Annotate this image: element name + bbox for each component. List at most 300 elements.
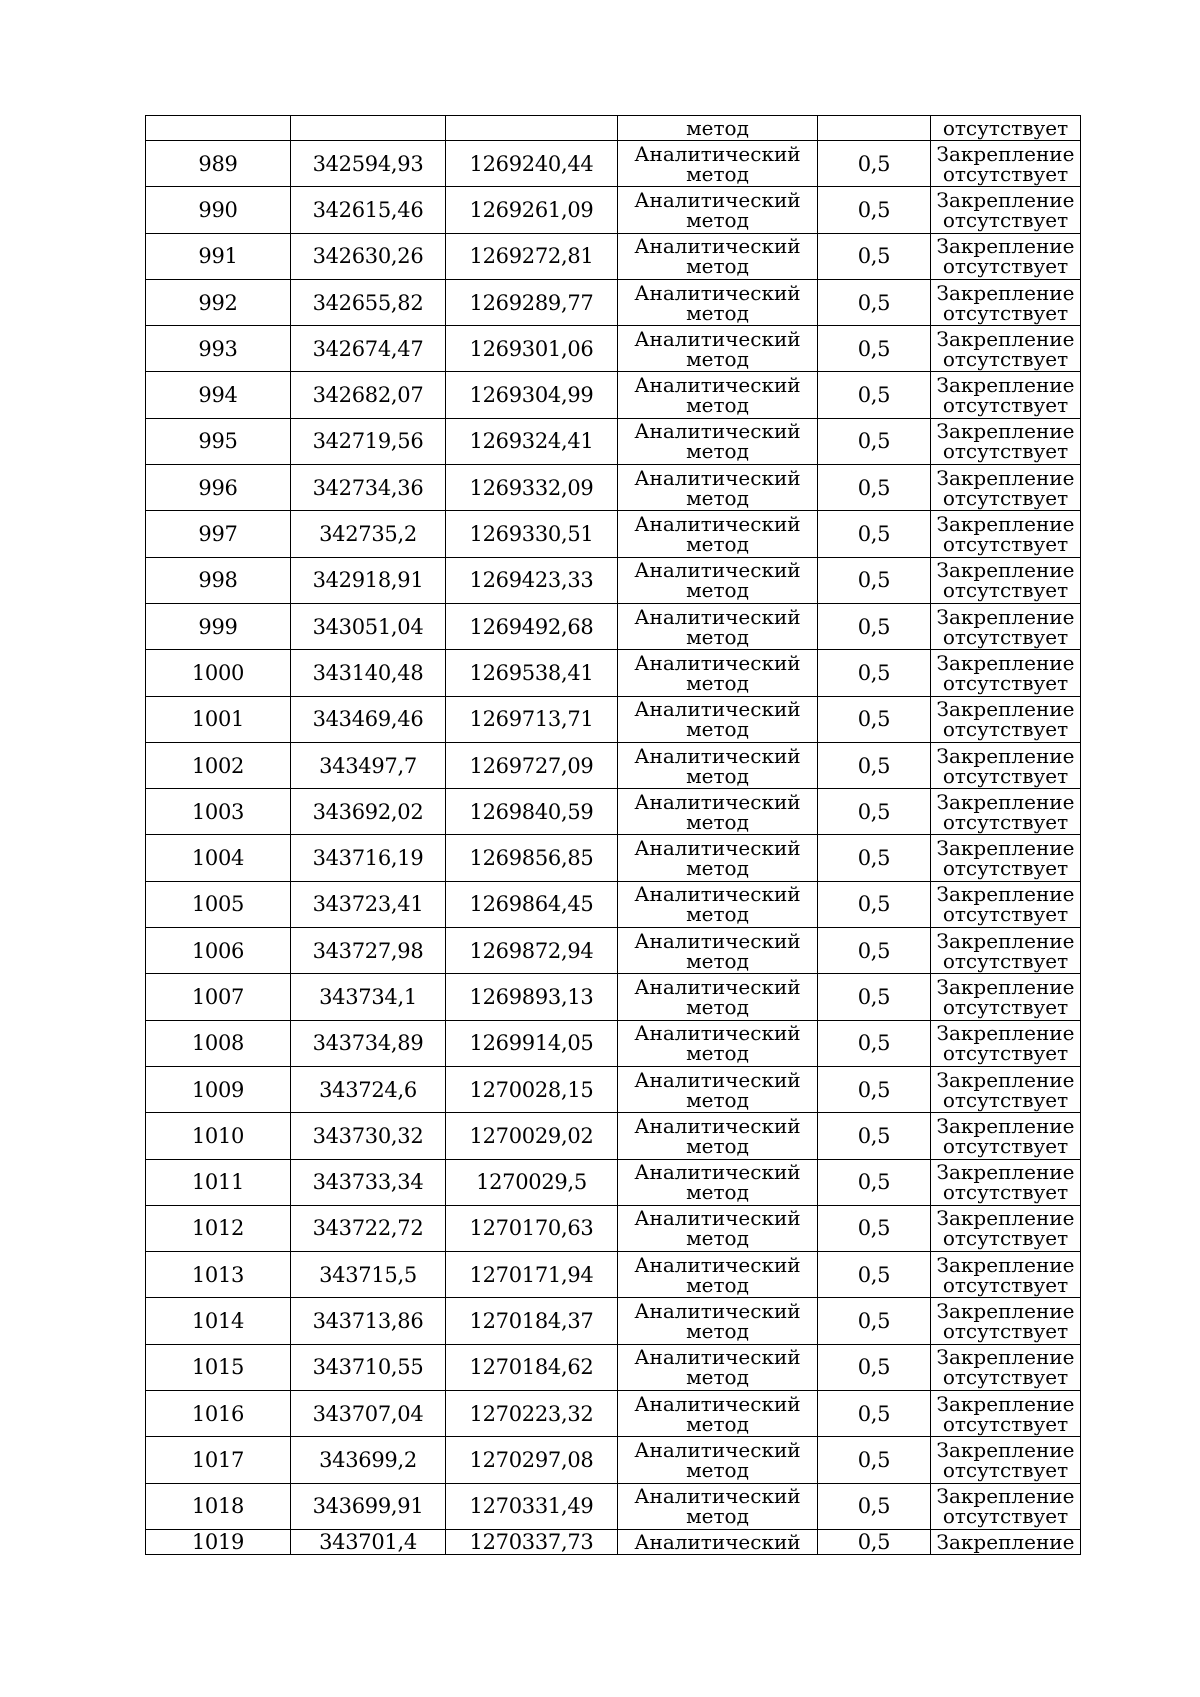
cell-point-number: 1010 [146,1113,291,1159]
cell-y-coordinate: 1270028,15 [446,1066,618,1112]
cell-accuracy: 0,5 [818,233,931,279]
method-line-2: метод [686,346,749,371]
method-line-2: метод [686,994,749,1019]
cell-fixation: отсутствует [931,116,1081,141]
cell-x-coordinate: 343733,34 [291,1159,446,1205]
fixation-line-2: отсутствует [942,1226,1069,1251]
cell-fixation [931,1113,1081,1159]
coordinates-table [145,115,1081,1555]
method-line-2: метод [686,1365,749,1390]
fixation-line-1: Закрепление [936,465,1075,490]
method-line-1: Аналитический [634,465,801,490]
cell-accuracy: 0,5 [818,511,931,557]
table-row [146,1020,1081,1066]
table-row [146,1391,1081,1437]
fixation-line-2: отсутствует [942,624,1069,649]
cell-y-coordinate: 1270029,02 [446,1113,618,1159]
cell-fixation [931,650,1081,696]
method-line-1: Аналитический [634,141,801,166]
cell-method: Аналитический [618,1529,818,1554]
method-line-1: Аналитический [634,326,801,351]
cell-fixation [931,1020,1081,1066]
fixation-line-2: отсутствует [942,1411,1069,1436]
cell-method [618,372,818,418]
fixation-line-1: Закрепление [936,558,1075,583]
fixation-line-1: Закрепление [936,326,1075,351]
fixation-line-1: Закрепление [936,1391,1075,1416]
cell-method [618,789,818,835]
cell-accuracy: 0,5 [818,1344,931,1390]
cell-method [618,1344,818,1390]
fixation-line-2: отсутствует [942,1504,1069,1529]
cell-point-number: 1013 [146,1252,291,1298]
cell-accuracy: 0,5 [818,928,931,974]
method-line-2: метод [686,207,749,232]
cell-y-coordinate: 1269727,09 [446,742,618,788]
cell-accuracy: 0,5 [818,1391,931,1437]
fixation-line-1: Закрепление [936,373,1075,398]
cell-x-coordinate: 343469,46 [291,696,446,742]
cell-accuracy: 0,5 [818,372,931,418]
cell-x-coordinate: 343734,1 [291,974,446,1020]
cell-fixation [931,974,1081,1020]
cell-x-coordinate: 342734,36 [291,465,446,511]
table-row [146,372,1081,418]
cell-x-coordinate: 342594,93 [291,141,446,187]
fixation-line-2: отсутствует [942,948,1069,973]
cell-method [618,974,818,1020]
cell-point-number: 990 [146,187,291,233]
cell-method [618,881,818,927]
fixation-line-1: Закрепление [936,836,1075,861]
cell-accuracy: 0,5 [818,141,931,187]
cell-x-coordinate: 342630,26 [291,233,446,279]
fixation-line-1: Закрепление [936,187,1075,212]
method-line-1: Аналитический [634,650,801,675]
cell-point-number: 998 [146,557,291,603]
table-row [146,233,1081,279]
fixation-line-2: отсутствует [942,994,1069,1019]
cell-y-coordinate: 1270223,32 [446,1391,618,1437]
fixation-line-1: Закрепление [936,1021,1075,1046]
cell-accuracy: 0,5 [818,465,931,511]
cell-y-coordinate: 1269272,81 [446,233,618,279]
fixation-line-2: отсутствует [942,300,1069,325]
method-line-1: Аналитический [634,1021,801,1046]
cell-fixation [931,1344,1081,1390]
cell-y-coordinate: 1269332,09 [446,465,618,511]
fixation-line-1: Закрепление [936,1252,1075,1277]
cell-fixation [931,928,1081,974]
method-line-1: Аналитический [634,1160,801,1185]
cell-point-number: 1009 [146,1066,291,1112]
fixation-line-2: отсутствует [942,1133,1069,1158]
cell-y-coordinate: 1269914,05 [446,1020,618,1066]
method-line-1: Аналитический [634,1113,801,1138]
cell-y-coordinate: 1270297,08 [446,1437,618,1483]
method-line-2: метод [686,300,749,325]
fixation-line-1: Закрепление [936,743,1075,768]
cell-accuracy: 0,5 [818,279,931,325]
fixation-line-2: отсутствует [942,670,1069,695]
fixation-line-2: отсутствует [942,393,1069,418]
cell-point-number: 1000 [146,650,291,696]
table-row [146,187,1081,233]
cell-y-coordinate: 1270170,63 [446,1205,618,1251]
cell-y-coordinate: 1269538,41 [446,650,618,696]
cell-fixation [931,742,1081,788]
cell-fixation [931,1252,1081,1298]
cell-fixation: Закрепление [931,1529,1081,1554]
cell-method [618,650,818,696]
table-row [146,1252,1081,1298]
method-line-2: метод [686,1411,749,1436]
cell-accuracy: 0,5 [818,881,931,927]
fixation-line-2: отсутствует [942,1457,1069,1482]
cell-fixation [931,557,1081,603]
cell-fixation [931,881,1081,927]
cell-y-coordinate: 1270029,5 [446,1159,618,1205]
method-line-1: Аналитический [634,1206,801,1231]
fixation-line-1: Закрепление [936,1113,1075,1138]
cell-accuracy: 0,5 [818,187,931,233]
cell-y-coordinate: 1269304,99 [446,372,618,418]
table-row [146,1159,1081,1205]
table-row [146,465,1081,511]
fixation-line-2: отсутствует [942,902,1069,927]
cell-fixation [931,1298,1081,1344]
cell-method [618,187,818,233]
method-line-1: Аналитический [634,419,801,444]
cell-method: метод [618,116,818,141]
table-row [146,881,1081,927]
cell-point-number: 1015 [146,1344,291,1390]
cell-point-number: 999 [146,603,291,649]
method-line-1: Аналитический [634,604,801,629]
cell-x-coordinate: 343707,04 [291,1391,446,1437]
method-line-1: Аналитический [634,882,801,907]
cell-x-coordinate: 343716,19 [291,835,446,881]
cell-point-number: 1008 [146,1020,291,1066]
cell-method [618,418,818,464]
cell-x-coordinate: 343497,7 [291,742,446,788]
method-line-1: Аналитический [634,280,801,305]
fixation-line-1: Закрепление [936,928,1075,953]
method-line-1: Аналитический [634,928,801,953]
cell-y-coordinate: 1270171,94 [446,1252,618,1298]
cell-point-number: 997 [146,511,291,557]
cell-point-number: 992 [146,279,291,325]
cell-accuracy: 0,5 [818,603,931,649]
cell-method [618,279,818,325]
cell-fixation [931,465,1081,511]
cell-fixation [931,141,1081,187]
cell-x-coordinate: 343727,98 [291,928,446,974]
table-row [146,835,1081,881]
cell-point-number: 996 [146,465,291,511]
method-line-2: метод [686,1133,749,1158]
cell-accuracy: 0,5 [818,835,931,881]
method-line-2: метод [686,1087,749,1112]
fixation-line-1: Закрепление [936,1206,1075,1231]
method-line-2: метод [686,948,749,973]
method-line-2: метод [686,624,749,649]
cell-x-coordinate: 343699,91 [291,1483,446,1529]
cell-fixation [931,326,1081,372]
cell-fixation [931,1159,1081,1205]
cell-accuracy: 0,5 [818,650,931,696]
table-row-continues [146,1529,1081,1554]
cell-fixation [931,1066,1081,1112]
cell-point-number: 1003 [146,789,291,835]
method-line-2: метод [686,532,749,557]
cell-accuracy: 0,5 [818,1529,931,1554]
cell-x-coordinate: 343051,04 [291,603,446,649]
cell-fixation [931,1391,1081,1437]
cell-point-number: 993 [146,326,291,372]
table-row [146,1437,1081,1483]
fixation-line-1: Закрепление [936,280,1075,305]
cell-accuracy [818,116,931,141]
cell-x-coordinate: 342719,56 [291,418,446,464]
cell-method [618,696,818,742]
cell-accuracy: 0,5 [818,557,931,603]
method-line-1: Аналитический [634,187,801,212]
cell-accuracy: 0,5 [818,974,931,1020]
cell-method [618,835,818,881]
method-line-1: Аналитический [634,974,801,999]
method-line-2: метод [686,717,749,742]
cell-point-number: 1016 [146,1391,291,1437]
table-row [146,1298,1081,1344]
cell-fixation [931,1437,1081,1483]
cell-point-number: 1017 [146,1437,291,1483]
method-line-2: метод [686,670,749,695]
cell-y-coordinate: 1269856,85 [446,835,618,881]
cell-y-coordinate: 1269301,06 [446,326,618,372]
table-row [146,141,1081,187]
cell-point-number: 1005 [146,881,291,927]
cell-accuracy: 0,5 [818,1020,931,1066]
cell-point-number: 1002 [146,742,291,788]
cell-method [618,1159,818,1205]
cell-fixation [931,372,1081,418]
fixation-line-2: отсутствует [942,346,1069,371]
table-row [146,557,1081,603]
cell-point-number: 1011 [146,1159,291,1205]
cell-accuracy: 0,5 [818,789,931,835]
method-line-1: Аналитический [634,1391,801,1416]
fixation-line-2: отсутствует [942,809,1069,834]
table-row [146,1113,1081,1159]
cell-y-coordinate: 1269330,51 [446,511,618,557]
cell-method [618,511,818,557]
fixation-line-1: Закрепление [936,604,1075,629]
method-line-2: метод [686,856,749,881]
method-line-1: Аналитический [634,789,801,814]
fixation-line-2: отсутствует [942,578,1069,603]
fixation-line-1: Закрепление [936,789,1075,814]
cell-x-coordinate: 343699,2 [291,1437,446,1483]
cell-fixation [931,418,1081,464]
method-line-2: метод [686,254,749,279]
cell-point-number: 995 [146,418,291,464]
cell-point-number: 1012 [146,1205,291,1251]
fixation-line-1: Закрепление [936,882,1075,907]
cell-point-number: 989 [146,141,291,187]
cell-accuracy: 0,5 [818,1113,931,1159]
cell-point-number: 1018 [146,1483,291,1529]
cell-fixation [931,696,1081,742]
fixation-line-2: отсутствует [942,717,1069,742]
fixation-line-2: отсутствует [942,1319,1069,1344]
cell-fixation [931,1483,1081,1529]
fixation-line-1: Закрепление [936,1067,1075,1092]
cell-method [618,1483,818,1529]
fixation-line-1: Закрепление [936,234,1075,259]
cell-y-coordinate: 1269289,77 [446,279,618,325]
cell-accuracy: 0,5 [818,418,931,464]
cell-accuracy: 0,5 [818,1437,931,1483]
method-line-1: Аналитический [634,1067,801,1092]
cell-method [618,1391,818,1437]
cell-accuracy: 0,5 [818,326,931,372]
fixation-line-1: Закрепление [936,1437,1075,1462]
fixation-line-2: отсутствует [942,439,1069,464]
table-row-continued [146,116,1081,141]
method-line-2: метод [686,902,749,927]
cell-method [618,1205,818,1251]
table-row [146,928,1081,974]
cell-point-number: 1006 [146,928,291,974]
fixation-line-2: отсутствует [942,1087,1069,1112]
cell-point-number: 1001 [146,696,291,742]
fixation-line-2: отсутствует [942,763,1069,788]
cell-y-coordinate: 1269240,44 [446,141,618,187]
cell-x-coordinate: 343730,32 [291,1113,446,1159]
method-line-1: Аналитический [634,558,801,583]
fixation-line-2: отсутствует [942,1180,1069,1205]
cell-method [618,928,818,974]
method-line-1: Аналитический [634,697,801,722]
cell-point-number: 994 [146,372,291,418]
cell-y-coordinate: 1269261,09 [446,187,618,233]
cell-method [618,465,818,511]
cell-accuracy: 0,5 [818,1066,931,1112]
cell-method [618,557,818,603]
table-row [146,789,1081,835]
cell-y-coordinate: 1270184,37 [446,1298,618,1344]
cell-method [618,742,818,788]
table-row [146,1205,1081,1251]
table-row [146,742,1081,788]
table-row [146,418,1081,464]
cell-method [618,233,818,279]
cell-fixation [931,233,1081,279]
cell-y-coordinate: 1270331,49 [446,1483,618,1529]
cell-x-coordinate: 343701,4 [291,1529,446,1554]
cell-method [618,1113,818,1159]
fixation-line-2: отсутствует [942,1272,1069,1297]
cell-method [618,1298,818,1344]
fixation-line-2: отсутствует [942,254,1069,279]
fixation-line-1: Закрепление [936,1299,1075,1324]
cell-x-coordinate: 342674,47 [291,326,446,372]
cell-y-coordinate: 1269423,33 [446,557,618,603]
cell-point-number: 1014 [146,1298,291,1344]
fixation-line-2: отсутствует [942,207,1069,232]
cell-y-coordinate: 1269840,59 [446,789,618,835]
method-line-1: Аналитический [634,1437,801,1462]
method-line-1: Аналитический [634,836,801,861]
cell-method [618,141,818,187]
method-line-1: Аналитический [634,1252,801,1277]
table-row [146,279,1081,325]
cell-accuracy: 0,5 [818,1205,931,1251]
cell-y-coordinate: 1269893,13 [446,974,618,1020]
cell-point-number: 1019 [146,1529,291,1554]
cell-accuracy: 0,5 [818,1298,931,1344]
method-line-2: метод [686,809,749,834]
cell-x-coordinate: 343723,41 [291,881,446,927]
fixation-line-2: отсутствует [942,532,1069,557]
cell-accuracy: 0,5 [818,1483,931,1529]
cell-accuracy: 0,5 [818,696,931,742]
cell-fixation [931,187,1081,233]
cell-accuracy: 0,5 [818,1252,931,1298]
table-row [146,1066,1081,1112]
cell-x-coordinate: 343734,89 [291,1020,446,1066]
method-line-2: метод [686,1319,749,1344]
fixation-line-1: Закрепление [936,650,1075,675]
cell-x-coordinate: 342655,82 [291,279,446,325]
fixation-line-1: Закрепление [936,697,1075,722]
fixation-line-2: отсутствует [942,161,1069,186]
method-line-1: Аналитический [634,234,801,259]
fixation-line-1: Закрепление [936,1484,1075,1509]
method-line-2: метод [686,1226,749,1251]
fixation-line-2: отсутствует [942,485,1069,510]
fixation-line-2: отсутствует [942,1041,1069,1066]
table-row [146,603,1081,649]
fixation-line-2: отсутствует [942,856,1069,881]
cell-fixation [931,603,1081,649]
cell-method [618,1252,818,1298]
cell-method [618,326,818,372]
method-line-2: метод [686,578,749,603]
cell-y-coordinate: 1269492,68 [446,603,618,649]
method-line-2: метод [686,393,749,418]
cell-fixation [931,1205,1081,1251]
fixation-line-1: Закрепление [936,1160,1075,1185]
cell-fixation [931,511,1081,557]
cell-point-number: 1007 [146,974,291,1020]
fixation-line-2: отсутствует [942,1365,1069,1390]
cell-x-coordinate: 342615,46 [291,187,446,233]
method-line-2: метод [686,1457,749,1482]
table-row [146,511,1081,557]
fixation-line-1: Закрепление [936,1345,1075,1370]
cell-x-coordinate: 342735,2 [291,511,446,557]
table-row [146,974,1081,1020]
cell-method [618,1437,818,1483]
table-body [146,116,1081,1555]
method-line-2: метод [686,1504,749,1529]
cell-method [618,603,818,649]
cell-method [618,1066,818,1112]
method-line-1: Аналитический [634,373,801,398]
method-line-1: Аналитический [634,1484,801,1509]
